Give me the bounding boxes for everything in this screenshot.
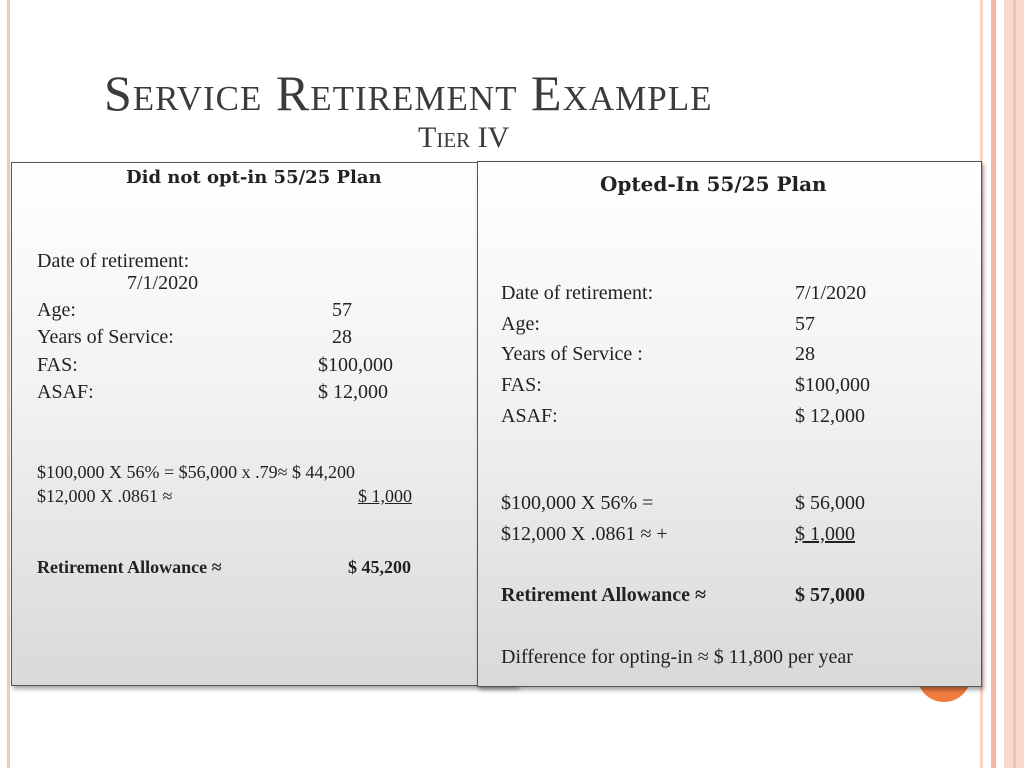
date-value: 7/1/2020 xyxy=(795,282,867,304)
asaf-value: $ 12,000 xyxy=(795,405,865,427)
panel-opted-in xyxy=(477,161,982,687)
yos-value: 28 xyxy=(332,326,352,348)
panel-heading: Did not opt-in 55/25 Plan xyxy=(126,167,382,188)
asaf-label: ASAF: xyxy=(501,405,558,427)
date-label: Date of retirement: xyxy=(37,250,190,272)
fas-value: $100,000 xyxy=(795,374,870,396)
age-value: 57 xyxy=(332,299,352,321)
fas-value: $100,000 xyxy=(318,354,393,376)
slide-subtitle: Tier IV xyxy=(418,121,510,154)
slide-frame-right xyxy=(991,0,996,768)
asaf-value: $ 12,000 xyxy=(318,381,388,403)
calc-asaf-value: $ 1,000 xyxy=(795,523,855,545)
fas-label: FAS: xyxy=(501,374,542,396)
age-value: 57 xyxy=(795,313,815,335)
asaf-label: ASAF: xyxy=(37,381,94,403)
slide-frame-right xyxy=(1013,0,1016,768)
panel-not-opted-in xyxy=(11,162,517,686)
yos-label: Years of Service : xyxy=(501,343,643,365)
difference-line: Difference for opting-in ≈ $ 11,800 per year xyxy=(501,646,853,668)
calc-asaf-value: $ 1,000 xyxy=(358,486,412,506)
allowance-label: Retirement Allowance ≈ xyxy=(37,557,222,577)
date-label: Date of retirement: xyxy=(501,282,654,304)
date-value: 7/1/2020 xyxy=(127,272,199,294)
calc-fas-label: $100,000 X 56% = xyxy=(501,492,654,514)
slide-frame-left xyxy=(7,0,10,768)
age-label: Age: xyxy=(501,313,540,335)
calc-fas-value: $ 56,000 xyxy=(795,492,865,514)
panel-heading: Opted-In 55/25 Plan xyxy=(600,172,827,196)
yos-label: Years of Service: xyxy=(37,326,174,348)
fas-label: FAS: xyxy=(37,354,78,376)
allowance-label: Retirement Allowance ≈ xyxy=(501,584,706,606)
calc-asaf-label: $12,000 X .0861 ≈ + xyxy=(501,523,668,545)
allowance-value: $ 57,000 xyxy=(795,584,865,606)
calc-asaf-label: $12,000 X .0861 ≈ xyxy=(37,486,173,506)
yos-value: 28 xyxy=(795,343,815,365)
allowance-value: $ 45,200 xyxy=(348,557,411,577)
calc-fas-line: $100,000 X 56% = $56,000 x .79≈ $ 44,200 xyxy=(37,462,356,482)
slide-title: Service Retirement Example xyxy=(104,65,713,121)
age-label: Age: xyxy=(37,299,76,321)
